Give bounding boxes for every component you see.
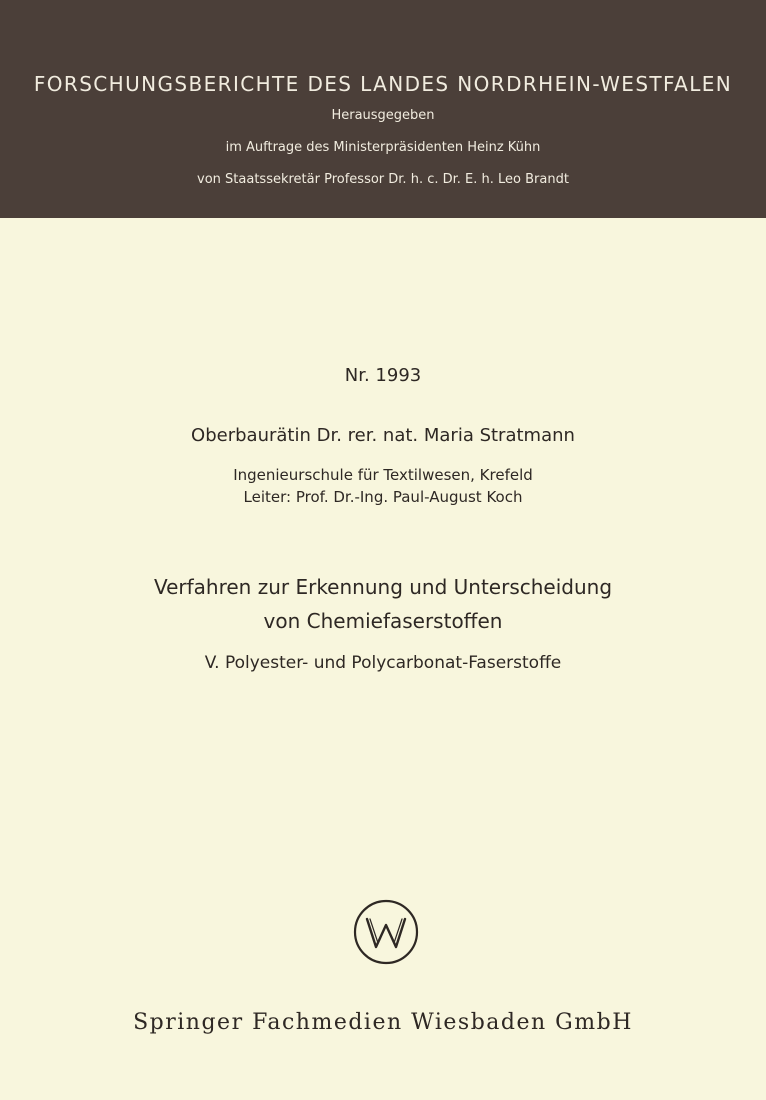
institution-leader: Leiter: Prof. Dr.-Ing. Paul-August Koch	[243, 488, 523, 506]
publisher-name: Springer Fachmedien Wiesbaden GmbH	[133, 1010, 633, 1035]
series-title: FORSCHUNGSBERICHTE DES LANDES NORDRHEIN-WESTFALEN	[33, 72, 733, 96]
secretary-line: von Staatssekretär Professor Dr. h. c. Dr. E. h. Leo Brandt	[197, 172, 569, 187]
document-title-line-2: von Chemiefaserstoffen	[263, 609, 503, 633]
author-institution: Ingenieurschule für Textilwesen, Krefeld	[233, 466, 533, 484]
document-subtitle: V. Polyester- und Polycarbonat-Faserstoffe	[204, 653, 562, 673]
publisher-w-logo-icon	[352, 898, 420, 966]
author-name: Oberbaurätin Dr. rer. nat. Maria Stratmann	[191, 425, 575, 446]
editor-line: Herausgegeben	[331, 108, 435, 123]
series-header-band	[0, 0, 766, 218]
commission-line: im Auftrage des Ministerpräsidenten Heinz Kühn	[225, 140, 541, 155]
document-title-line-1: Verfahren zur Erkennung und Unterscheidung	[153, 575, 613, 599]
report-number: Nr. 1993	[344, 365, 422, 386]
